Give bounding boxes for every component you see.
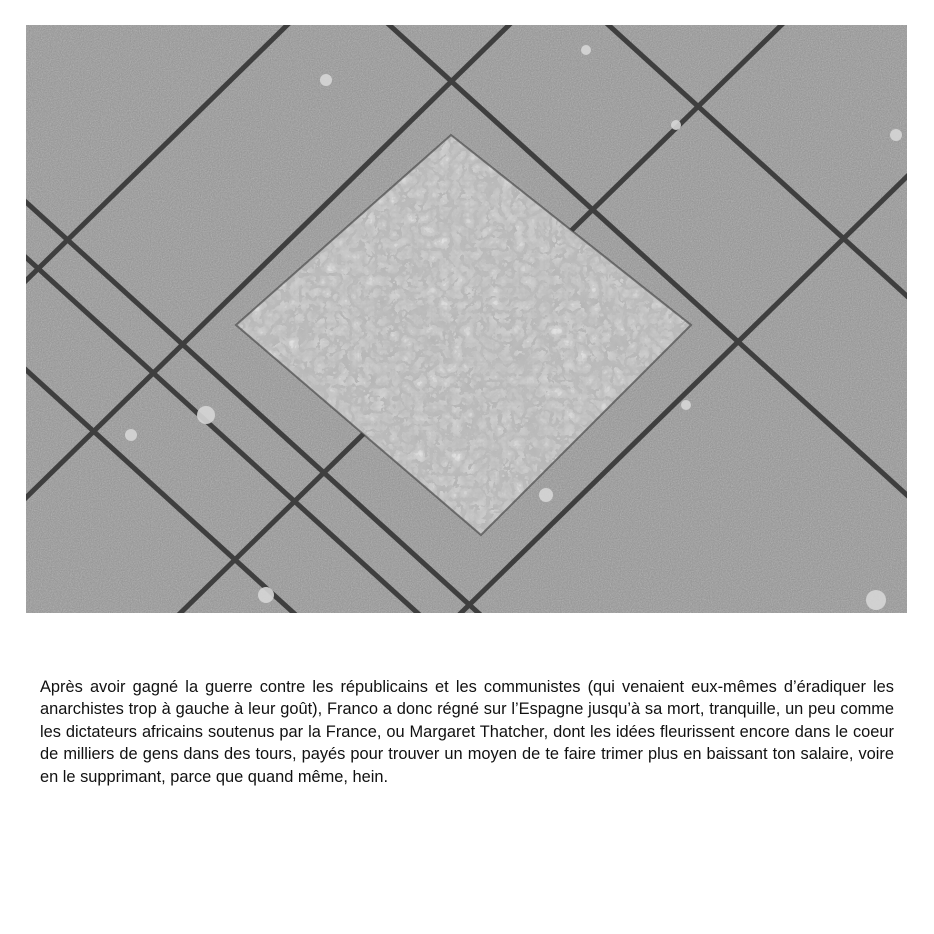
cracked-paving-image <box>26 25 907 613</box>
caption-paragraph: Après avoir gagné la guerre contre les républicains et les communistes (qui venaient eux-mêmes d’éradiquer les anarchistes trop à gauche à leur goût), Franco a donc régné sur l’Espagne jusqu’à sa mort, tranquille, un peu comme les dictateurs africains soutenus par la France, ou Margaret Thatcher, dont les idées fleurissent encore dans le coeur de milliers de gens dans des tours, payés pour trouver un moyen de te faire trimer plus en baissant ton salaire, voire en le supprimant, parce que quand même, hein. <box>40 678 894 786</box>
pavement-photo <box>26 25 907 613</box>
